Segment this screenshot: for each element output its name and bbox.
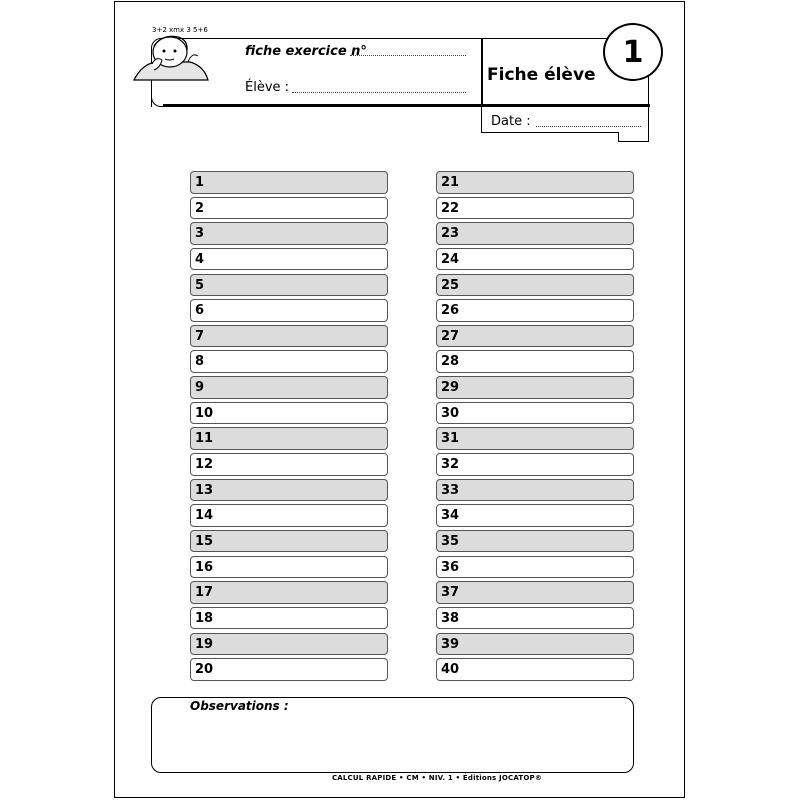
answer-row[interactable] [190, 274, 388, 297]
answer-number: 28 [441, 354, 460, 370]
answer-column-right [436, 171, 634, 684]
answer-number: 13 [195, 482, 214, 498]
answer-number: 27 [441, 328, 460, 344]
answer-row[interactable] [190, 453, 388, 476]
answer-number: 8 [195, 354, 205, 370]
answer-number: 4 [195, 251, 205, 267]
answer-number: 20 [195, 662, 214, 678]
answer-row[interactable] [190, 171, 388, 194]
answer-number: 36 [441, 559, 460, 575]
sheet-title: Fiche élève [487, 65, 596, 85]
answer-row[interactable] [190, 556, 388, 579]
answer-number: 12 [195, 457, 214, 473]
answer-number: 29 [441, 380, 460, 396]
student-name-field[interactable] [292, 92, 466, 93]
answer-number: 18 [195, 610, 214, 626]
answer-number: 2 [195, 200, 205, 216]
answer-number: 33 [441, 482, 460, 498]
answer-number: 19 [195, 636, 214, 652]
answer-row[interactable] [190, 402, 388, 425]
answer-row[interactable] [190, 325, 388, 348]
answer-number: 5 [195, 277, 205, 293]
answer-row[interactable] [190, 581, 388, 604]
answer-row[interactable] [436, 350, 634, 373]
observations-label: Observations : [190, 699, 289, 713]
date-label: Date : [491, 114, 531, 129]
answer-row[interactable] [190, 197, 388, 220]
answer-row[interactable] [436, 556, 634, 579]
answer-row[interactable] [436, 453, 634, 476]
answer-row[interactable] [190, 248, 388, 271]
answer-number: 25 [441, 277, 460, 293]
answer-row[interactable] [436, 504, 634, 527]
footer-text: CALCUL RAPIDE • CM • NIV. 1 • Éditions JOCATOP® [331, 774, 543, 782]
answer-number: 40 [441, 662, 460, 678]
answer-row[interactable] [190, 607, 388, 630]
answer-row[interactable] [190, 427, 388, 450]
exercise-number-label: fiche exercice n° [245, 44, 367, 59]
answer-number: 16 [195, 559, 214, 575]
answer-number: 39 [441, 636, 460, 652]
answer-row[interactable] [436, 248, 634, 271]
answer-number: 26 [441, 303, 460, 319]
answer-row[interactable] [190, 299, 388, 322]
answer-number: 1 [195, 175, 205, 190]
student-name-label: Élève : [245, 80, 290, 95]
answer-number: 35 [441, 533, 460, 549]
answer-row[interactable] [436, 658, 634, 681]
answer-row[interactable] [190, 530, 388, 553]
answer-number: 6 [195, 303, 205, 319]
answer-row[interactable] [436, 197, 634, 220]
answer-number: 3 [195, 226, 205, 242]
thinking-child-illustration [132, 22, 212, 84]
answer-row[interactable] [436, 402, 634, 425]
footer [0, 774, 800, 782]
answer-row[interactable] [190, 376, 388, 399]
answer-row[interactable] [436, 581, 634, 604]
answer-row[interactable] [436, 325, 634, 348]
answer-row[interactable] [436, 299, 634, 322]
answer-number: 30 [441, 405, 460, 421]
answer-number: 9 [195, 380, 205, 396]
answer-number: 38 [441, 610, 460, 626]
answer-number: 7 [195, 328, 205, 344]
answer-row[interactable] [190, 479, 388, 502]
answer-number: 11 [195, 431, 214, 447]
answer-number: 34 [441, 508, 460, 524]
answer-number: 23 [441, 226, 460, 242]
svg-text:3+2 xmx 3 5+6: 3+2 xmx 3 5+6 [152, 26, 208, 34]
answer-row[interactable] [436, 530, 634, 553]
sheet-number-badge: 1 [603, 23, 663, 81]
answer-row[interactable] [190, 633, 388, 656]
answer-row[interactable] [436, 376, 634, 399]
date-field[interactable] [536, 126, 641, 127]
answer-column-left [190, 171, 388, 684]
answer-number: 31 [441, 431, 460, 447]
answer-row[interactable] [190, 658, 388, 681]
answer-row[interactable] [436, 479, 634, 502]
answer-row[interactable] [190, 504, 388, 527]
answer-number: 24 [441, 251, 460, 267]
answer-row[interactable] [190, 350, 388, 373]
answer-number: 17 [195, 585, 214, 601]
answer-number: 10 [195, 405, 214, 421]
answer-number: 22 [441, 200, 460, 216]
answer-number: 14 [195, 508, 214, 524]
answer-row[interactable] [436, 171, 634, 194]
answer-number: 32 [441, 457, 460, 473]
answer-row[interactable] [436, 274, 634, 297]
answer-row[interactable] [436, 427, 634, 450]
answer-row[interactable] [436, 633, 634, 656]
answer-number: 15 [195, 533, 214, 549]
answer-row[interactable] [436, 222, 634, 245]
answer-row[interactable] [436, 607, 634, 630]
exercise-number-field[interactable] [350, 55, 466, 56]
answer-number: 21 [441, 175, 460, 190]
answer-number: 37 [441, 585, 460, 601]
answer-row[interactable] [190, 222, 388, 245]
header-corner [151, 88, 166, 107]
